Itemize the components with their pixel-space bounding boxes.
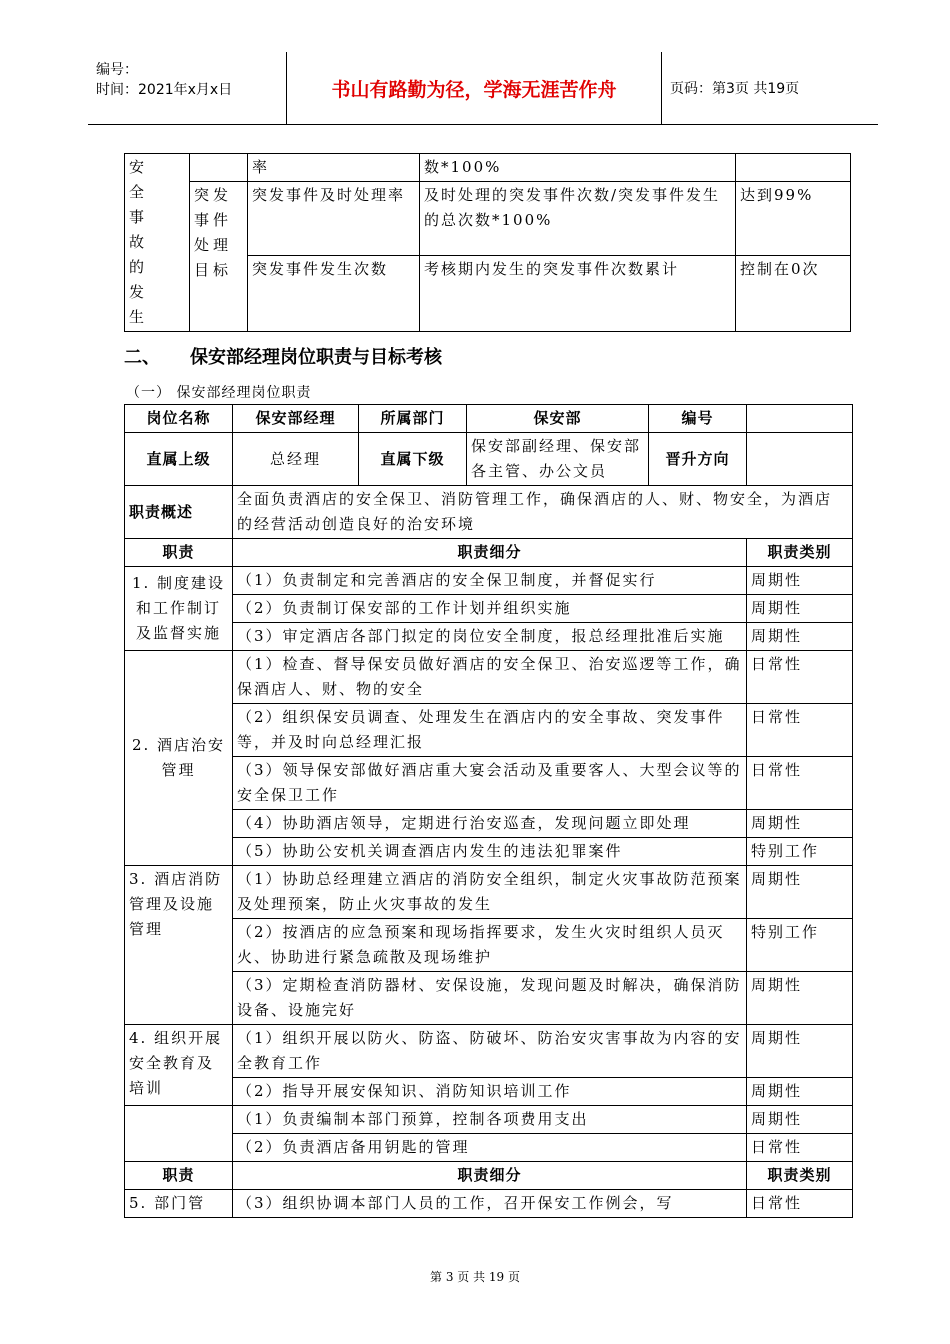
table-row	[125, 651, 853, 704]
target-cell	[736, 154, 851, 182]
detail-cell: （1）检查、督导保安员做好酒店的安全保卫、治安巡逻等工作，确保酒店人、财、物的安全	[233, 651, 747, 704]
category-cell: 安全事故的发生	[125, 154, 190, 332]
table-row	[125, 486, 853, 539]
page-header	[88, 52, 878, 125]
table-header-row	[125, 539, 853, 567]
col-detail-header: 职责细分	[233, 1162, 747, 1190]
overview-value: 全面负责酒店的安全保卫、消防管理工作，确保酒店的人、财、物安全，为酒店的经营活动创造良好的治安环境	[233, 486, 853, 539]
table-row	[125, 1025, 853, 1078]
col-type-header: 职责类别	[747, 539, 853, 567]
type-cell: 周期性	[747, 595, 853, 623]
type-cell: 日常性	[747, 1134, 853, 1162]
code-label: 编号：	[96, 62, 138, 78]
detail-cell: （1）协助总经理建立酒店的消防安全组织，制定火灾事故防范预案及处理预案，防止火灾事故的发生	[233, 866, 747, 919]
col-duty-header: 职责	[125, 539, 233, 567]
table-row	[125, 1078, 853, 1106]
detail-cell: （3）领导保安部做好酒店重大宴会活动及重要客人、大型会议等的安全保卫工作	[233, 757, 747, 810]
duty-cell: 5. 部门管	[125, 1190, 233, 1218]
table-row	[125, 866, 853, 919]
table-row	[125, 1106, 853, 1134]
detail-cell: （1）组织开展以防火、防盗、防破坏、防治安灾害事故为内容的安全教育工作	[233, 1025, 747, 1078]
empty-cell	[190, 154, 248, 182]
code-value	[747, 405, 853, 433]
type-cell: 周期性	[747, 866, 853, 919]
code-header: 编号	[649, 405, 747, 433]
table-row	[125, 972, 853, 1025]
detail-cell: （3）定期检查消防器材、安保设施，发现问题及时解决，确保消防设备、设施完好	[233, 972, 747, 1025]
promotion-header: 晋升方向	[649, 433, 747, 486]
table-row	[125, 838, 853, 866]
table-row	[125, 595, 853, 623]
subordinate-value: 保安部副经理、保安部各主管、办公文员	[467, 433, 649, 486]
page-footer: 第 3 页 共 19 页	[430, 1270, 520, 1284]
section-text: 保安部经理岗位职责与目标考核	[190, 347, 442, 368]
formula-cell: 及时处理的突发事件次数/突发事件发生的总次数*100%	[420, 182, 736, 256]
detail-cell: （1）负责编制本部门预算，控制各项费用支出	[233, 1106, 747, 1134]
duty-cell: 4. 组织开展安全教育及培训	[125, 1025, 233, 1106]
table-row	[125, 1190, 853, 1218]
target-cell: 达到99%	[736, 182, 851, 256]
type-cell: 周期性	[747, 810, 853, 838]
header-page-number: 页码：第3页 共19页	[670, 81, 800, 97]
detail-cell: （3）组织协调本部门人员的工作，召开保安工作例会，写	[233, 1190, 747, 1218]
duty-cell: 3. 酒店消防管理及设施管理	[125, 866, 233, 1025]
col-detail-header: 职责细分	[233, 539, 747, 567]
detail-cell: （2）负责制订保安部的工作计划并组织实施	[233, 595, 747, 623]
formula-cell: 考核期内发生的突发事件次数累计	[420, 256, 736, 332]
job-duties-table	[124, 404, 853, 1218]
table-row	[125, 567, 853, 595]
detail-cell: （2）按酒店的应急预案和现场指挥要求，发生火灾时组织人员灭火、协助进行紧急疏散及现场维护	[233, 919, 747, 972]
overview-header: 职责概述	[125, 486, 233, 539]
header-meta	[96, 60, 232, 100]
table-row	[125, 433, 853, 486]
section-title	[124, 343, 442, 369]
type-cell: 周期性	[747, 1106, 853, 1134]
type-cell: 日常性	[747, 1190, 853, 1218]
type-cell: 特别工作	[747, 919, 853, 972]
type-cell: 周期性	[747, 972, 853, 1025]
time-label: 时间：2021年x月x日	[96, 82, 233, 98]
col-type-header: 职责类别	[747, 1162, 853, 1190]
post-name-header: 岗位名称	[125, 405, 233, 433]
type-cell: 周期性	[747, 1025, 853, 1078]
detail-cell: （2）指导开展安保知识、消防知识培训工作	[233, 1078, 747, 1106]
table-row	[125, 704, 853, 757]
col-duty-header: 职责	[125, 1162, 233, 1190]
table-row	[125, 757, 853, 810]
duty-cell	[125, 1106, 233, 1162]
detail-cell: （3）审定酒店各部门拟定的岗位安全制度，报总经理批准后实施	[233, 623, 747, 651]
indicator-cell: 率	[248, 154, 420, 182]
type-cell: 周期性	[747, 623, 853, 651]
dept-value: 保安部	[467, 405, 649, 433]
type-cell: 日常性	[747, 704, 853, 757]
detail-cell: （2）负责酒店备用钥匙的管理	[233, 1134, 747, 1162]
target-cell: 控制在0次	[736, 256, 851, 332]
detail-cell: （4）协助酒店领导，定期进行治安巡查，发现问题立即处理	[233, 810, 747, 838]
type-cell: 日常性	[747, 757, 853, 810]
subordinate-header: 直属下级	[359, 433, 467, 486]
table-header-row	[125, 1162, 853, 1190]
post-name-value: 保安部经理	[233, 405, 359, 433]
table-row	[125, 405, 853, 433]
type-cell: 周期性	[747, 567, 853, 595]
subsection-title: （一） 保安部经理岗位职责	[126, 385, 312, 401]
type-cell: 特别工作	[747, 838, 853, 866]
target-table	[124, 153, 851, 332]
table-row	[125, 154, 851, 182]
table-row	[125, 182, 851, 256]
type-cell: 日常性	[747, 651, 853, 704]
subcategory-cell: 突发事件处理目标	[190, 182, 248, 332]
dept-header: 所属部门	[359, 405, 467, 433]
type-cell: 周期性	[747, 1078, 853, 1106]
formula-cell: 数*100%	[420, 154, 736, 182]
indicator-cell: 突发事件及时处理率	[248, 182, 420, 256]
table-row	[125, 623, 853, 651]
table-row	[125, 810, 853, 838]
detail-cell: （1）负责制定和完善酒店的安全保卫制度，并督促实行	[233, 567, 747, 595]
section-number: 二、	[124, 347, 160, 368]
promotion-value	[747, 433, 853, 486]
detail-cell: （5）协助公安机关调查酒店内发生的违法犯罪案件	[233, 838, 747, 866]
table-row	[125, 1134, 853, 1162]
table-row	[125, 919, 853, 972]
superior-header: 直属上级	[125, 433, 233, 486]
duty-cell: 2. 酒店治安管理	[125, 651, 233, 866]
superior-value: 总经理	[233, 433, 359, 486]
detail-cell: （2）组织保安员调查、处理发生在酒店内的安全事故、突发事件等，并及时向总经理汇报	[233, 704, 747, 757]
header-motto: 书山有路勤为径，学海无涯苦作舟	[286, 52, 662, 124]
indicator-cell: 突发事件发生次数	[248, 256, 420, 332]
duty-cell: 1. 制度建设和工作制订及监督实施	[125, 567, 233, 651]
